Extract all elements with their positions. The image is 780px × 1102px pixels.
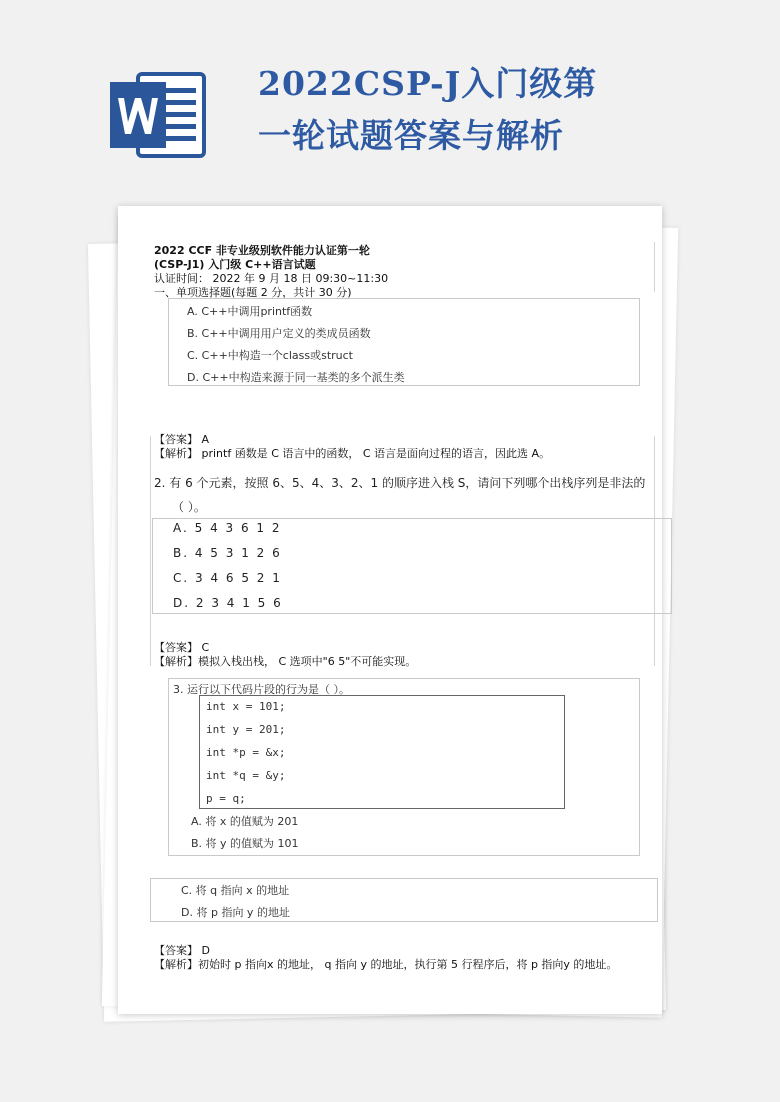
document-page — [118, 206, 662, 1014]
q3-stem: 3. 运行以下代码片段的行为是（ ）。 — [173, 683, 350, 696]
q1-option-c: C. C++中构造一个class或struct — [187, 349, 353, 362]
q1-answer: 【答案】 A — [154, 433, 210, 446]
q2-option-c: C. 3 4 6 5 2 1 — [173, 571, 282, 585]
title-line-2: 一轮试题答案与解析 — [258, 116, 564, 155]
q2-analysis: 【解析】模拟入栈出栈， C 选项中"6 5"不可能实现。 — [154, 655, 417, 668]
q2-option-a: A. 5 4 3 6 1 2 — [173, 521, 282, 535]
q1-option-a: A. C++中调用printf函数 — [187, 305, 313, 318]
q3-option-a: A. 将 x 的值赋为 201 — [191, 815, 299, 828]
title-line-1: 2022CSP-J入门级第 — [258, 64, 598, 103]
q3-options-continued-box — [150, 878, 658, 922]
exam-time: 认证时间： 2022 年 9 月 18 日 09:30~11:30 — [154, 272, 389, 285]
q3-code-line-4: int *q = &y; — [206, 769, 286, 782]
document-title — [258, 58, 738, 162]
q1-options-box — [168, 298, 640, 386]
q3-code-line-5: p = q; — [206, 792, 246, 805]
q1-option-b: B. C++中调用用户定义的类成员函数 — [187, 327, 371, 340]
q3-option-c: C. 将 q 指向 x 的地址 — [181, 884, 290, 897]
q3-option-b: B. 将 y 的值赋为 101 — [191, 837, 299, 850]
q2-stem-paren: （ ）。 — [172, 500, 206, 514]
q2-option-d: D. 2 3 4 1 5 6 — [173, 596, 283, 610]
q3-box — [168, 678, 640, 856]
q2-answer: 【答案】 C — [154, 641, 210, 654]
q2-option-b: B. 4 5 3 1 2 6 — [173, 546, 282, 560]
page-edge-line — [654, 242, 655, 292]
exam-header-line-1: 2022 CCF 非专业级别软件能力认证第一轮 — [154, 244, 370, 257]
q3-code-line-2: int y = 201; — [206, 723, 286, 736]
section-heading: 一、单项选择题(每题 2 分，共计 30 分) — [154, 286, 352, 299]
q3-code-line-1: int x = 101; — [206, 700, 286, 713]
exam-header-line-2: (CSP-J1) 入门级 C++语言试题 — [154, 258, 316, 271]
q2-options-box — [152, 518, 672, 614]
q1-analysis: 【解析】 printf 函数是 C 语言中的函数， C 语言是面向过程的语言，因此选 A。 — [154, 447, 551, 460]
q3-analysis: 【解析】初始时 p 指向x 的地址， q 指向 y 的地址，执行第 5 行程序后，将 p 指向y 的地址。 — [154, 958, 618, 971]
word-document-icon — [108, 68, 208, 162]
q3-code-line-3: int *p = &x; — [206, 746, 286, 759]
q3-answer: 【答案】 D — [154, 944, 210, 957]
q3-option-d: D. 将 p 指向 y 的地址 — [181, 906, 290, 919]
q1-option-d: D. C++中构造来源于同一基类的多个派生类 — [187, 371, 405, 384]
q2-stem: 2. 有 6 个元素，按照 6、5、4、3、2、1 的顺序进入栈 S，请问下列哪个出栈序列是非法的 — [154, 476, 646, 490]
page-edge-line — [150, 436, 151, 666]
q3-code-box — [199, 695, 565, 809]
